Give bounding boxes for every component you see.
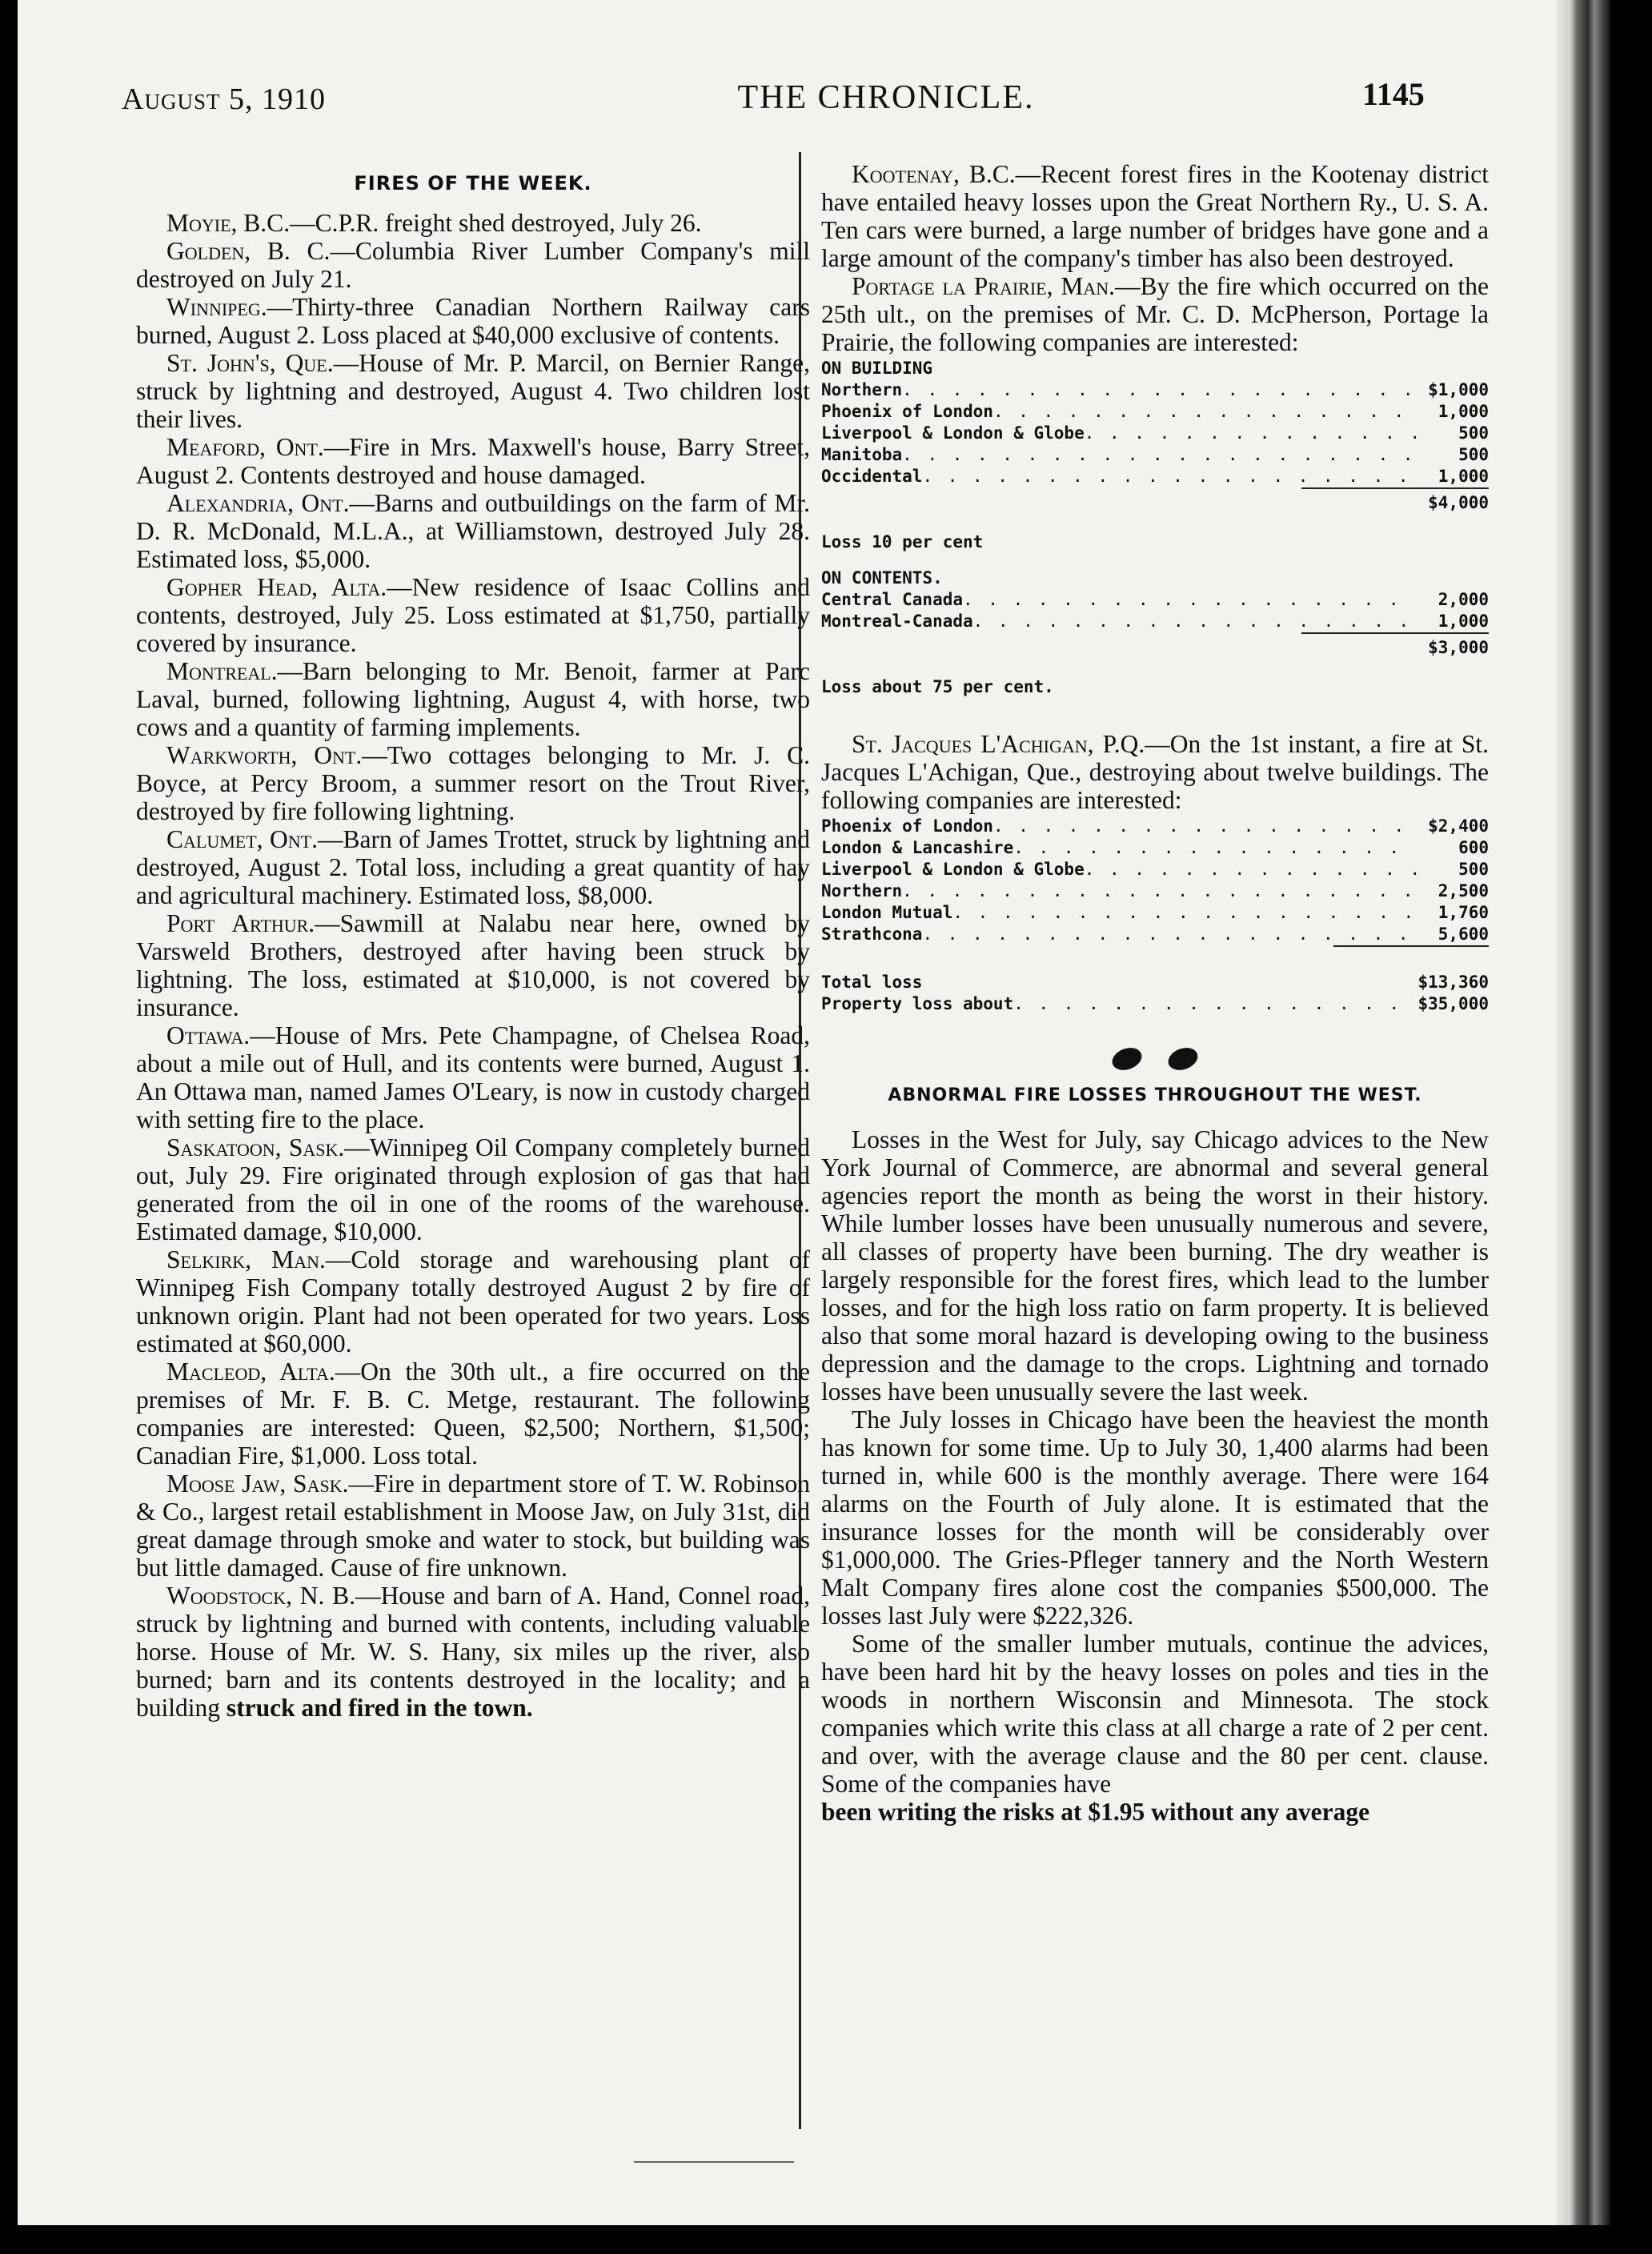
place-name: Woodstock, N. B. xyxy=(166,1582,356,1610)
report-text: —House of Mrs. Pete Champagne, of Chelsea Road, about a mile out of Hull, and its contents were burned, August 1. An Ottawa man, named James O'Leary, is now in custody charged with setting fire to the place. xyxy=(136,1021,810,1133)
dot-leader xyxy=(993,816,1417,837)
table-row xyxy=(821,444,1489,466)
fire-report xyxy=(136,909,810,1021)
dot-leader xyxy=(973,611,1417,632)
fire-report xyxy=(136,489,810,573)
dot-leader xyxy=(993,401,1417,423)
dot-leader xyxy=(922,466,1417,487)
row-amount: $2,400 xyxy=(1428,816,1489,836)
table-row xyxy=(821,423,1489,444)
article-body xyxy=(821,1125,1489,1798)
row-amount: 500 xyxy=(1458,423,1489,443)
table-row xyxy=(821,379,1489,401)
row-amount: 600 xyxy=(1458,838,1489,857)
report-text: —On the 30th ult., a fire occurred on the premises of Mr. F. B. C. Metge, restaurant. The following companies are interested: Queen, $2,500; Northern, $1,500; Canadian Fire, $1,000. Loss total. xyxy=(136,1358,810,1470)
article-paragraph: Some of the smaller lumber mutuals, continue the advices, have been hard hit by the heavy losses on poles and ties in the woods in northern Wisconsin and Minnesota. The stock companies which write this class at all charge a rate of 2 per cent. and over, with the average clause and the 80 per cent. clause. Some of the companies have xyxy=(821,1630,1489,1798)
fire-report xyxy=(136,741,810,825)
table-row xyxy=(821,859,1489,880)
fire-report xyxy=(136,1133,810,1245)
fire-report xyxy=(136,657,810,741)
row-label: Property loss about xyxy=(821,994,1014,1013)
article-paragraph: Losses in the West for July, say Chicago advices to the New York Journal of Commerce, are abnormal and several general agencies report the month as being the worst in their history. While lumber losses have been unusually numerous and severe, all classes of property have been burning. The dry weather is largely responsible for the forest fires, which lead to the lumber losses, and for the high loss ratio on farm property. It is believed also that some moral hazard is developing owing to the business depression and the damage to the crops. Lightning and tornado losses have been unusually severe the last week. xyxy=(821,1125,1489,1406)
report-text: —House and barn of A. Hand, Connel road, struck by lightning and burned with contents, including valuable horse. House of Mr. W. S. Hany, six miles up the river, also burned; barn and its contents destroyed in the locality; and a building xyxy=(136,1582,810,1722)
st-jacques-table xyxy=(821,816,1489,1015)
company-name: Strathcona xyxy=(821,924,923,944)
place-name: Ottawa. xyxy=(166,1021,251,1049)
company-name: Phoenix of London xyxy=(821,402,993,421)
report-text: —House of Mr. P. Marcil, on Bernier Range, struck by lightning and destroyed, August 4. Two children lost their lives. xyxy=(136,349,810,433)
right-column xyxy=(821,160,1489,1826)
table-total: $3,000 xyxy=(1301,632,1489,659)
row-amount: 2,000 xyxy=(1437,590,1489,609)
dot-leader xyxy=(952,902,1417,924)
report-text: —On the 1st instant, a fire at St. Jacques L'Achigan, Que., destroying about twelve buildings. The following companies are interested: xyxy=(821,730,1490,814)
fire-report xyxy=(136,209,810,237)
page-footer-rule xyxy=(634,2161,794,2163)
dot-leader xyxy=(1013,837,1417,859)
dot-leader xyxy=(1085,423,1417,444)
fire-report xyxy=(136,237,810,293)
fire-report xyxy=(136,293,810,349)
company-name: Northern xyxy=(821,380,903,399)
table-rule xyxy=(1333,945,1489,972)
table-row-property xyxy=(821,993,1489,1015)
report-text: —Thirty-three Canadian Northern Railway cars burned, August 2. Loss placed at $40,000 exclusive of contents. xyxy=(136,293,810,349)
fire-report xyxy=(136,349,810,433)
place-name: Kootenay, B.C. xyxy=(852,160,1016,188)
report-text: —C.P.R. freight shed destroyed, July 26. xyxy=(290,209,702,237)
table-row xyxy=(821,880,1489,902)
report-text: —Barn of James Trottet, struck by lightning and destroyed, August 2. Total loss, including a great quantity of hay and agricultural machinery. Estimated loss, $8,000. xyxy=(136,825,810,909)
company-name: Liverpool & London & Globe xyxy=(821,423,1085,443)
place-name: St. Jacques L'Achigan, P.Q. xyxy=(852,730,1145,758)
fire-report-portage xyxy=(821,272,1489,356)
fire-report xyxy=(136,433,810,489)
table-heading: ON BUILDING xyxy=(821,359,933,378)
row-amount: $35,000 xyxy=(1417,994,1489,1013)
report-text: —Columbia River Lumber Company's mill destroyed on July 21. xyxy=(136,237,810,293)
table-heading: ON CONTENTS. xyxy=(821,568,943,588)
row-label: Total loss xyxy=(821,973,923,992)
dot-leader xyxy=(902,880,1417,902)
fire-report-kootenay xyxy=(821,160,1489,272)
fire-report xyxy=(136,1358,810,1470)
leaf-icon xyxy=(1109,1044,1145,1073)
fire-report xyxy=(136,825,810,909)
report-text-bold: struck and fired in the town. xyxy=(226,1694,533,1722)
report-text: —Barn belonging to Mr. Benoit, farmer at Parc Laval, burned, following lightning, August 4, with horse, two cows and a quantity of farming implements. xyxy=(136,657,810,741)
report-text: —Sawmill at Nalabu near here, owned by Varsweld Brothers, destroyed after having been struck by lightning. The loss, estimated at $10,000, is not covered by insurance. xyxy=(136,909,810,1021)
company-name: Central Canada xyxy=(821,590,964,609)
company-name: London & Lancashire xyxy=(821,838,1014,857)
leaf-icon xyxy=(1165,1044,1201,1073)
dot-leader xyxy=(922,924,1417,945)
page-number: 1145 xyxy=(1362,76,1425,112)
fire-report-st-jacques xyxy=(821,730,1489,814)
place-name: Moose Jaw, Sask. xyxy=(166,1470,349,1498)
place-name: Gopher Head, Alta. xyxy=(166,573,387,601)
row-amount: 1,000 xyxy=(1437,402,1489,421)
company-name: Phoenix of London xyxy=(821,816,993,836)
row-amount: 5,600 xyxy=(1437,924,1489,944)
table-row xyxy=(821,924,1489,945)
fire-report xyxy=(136,1245,810,1358)
loss-note: Loss about 75 per cent. xyxy=(821,677,1054,696)
report-text: —Fire in Mrs. Maxwell's house, Barry Street, August 2. Contents destroyed and house damaged. xyxy=(136,433,811,489)
fire-report xyxy=(136,1582,810,1722)
article-title: ABNORMAL FIRE LOSSES THROUGHOUT THE WEST. xyxy=(888,1085,1422,1105)
report-text: —New residence of Isaac Collins and contents, destroyed, July 25. Loss estimated at $1,750, partially covered by insurance. xyxy=(136,573,810,657)
place-name: Alexandria, Ont. xyxy=(166,489,350,517)
place-name: Calumet, Ont. xyxy=(166,825,318,853)
report-text: —Two cottages belonging to Mr. J. C. Boyce, at Percy Broom, a summer resort on the Trout River, destroyed by fire following lightning. xyxy=(136,741,810,825)
section-title: FIRES OF THE WEEK. xyxy=(354,172,592,195)
left-column xyxy=(136,160,810,1722)
place-name: Moyie, B.C. xyxy=(166,209,291,237)
page-header xyxy=(18,76,1610,130)
company-name: Manitoba xyxy=(821,445,903,464)
place-name: Winnipeg. xyxy=(166,293,267,321)
place-name: Selkirk, Man. xyxy=(166,1245,326,1273)
place-name: Meaford, Ont. xyxy=(166,433,324,461)
place-name: St. John's, Que. xyxy=(166,349,334,377)
book-spine-edge xyxy=(1556,0,1610,2225)
table-row xyxy=(821,589,1489,611)
row-amount: $1,000 xyxy=(1428,380,1489,399)
fire-reports-list xyxy=(136,209,810,1722)
table-row xyxy=(821,611,1489,632)
fire-report xyxy=(136,573,810,657)
row-amount: $13,360 xyxy=(1417,973,1489,992)
fire-report xyxy=(136,1021,810,1133)
company-name: Northern xyxy=(821,881,903,900)
table-row xyxy=(821,816,1489,837)
place-name: Montreal. xyxy=(166,657,278,685)
loss-note: Loss 10 per cent xyxy=(821,532,984,551)
report-text: —Recent forest fires in the Kootenay district have entailed heavy losses upon the Great Northern Ry., U. S. A. Ten cars were burned, a large number of bridges have gone and a large amount of the company's timber has also been destroyed. xyxy=(821,160,1489,272)
place-name: Warkworth, Ont. xyxy=(166,741,363,769)
place-name: Golden, B. C. xyxy=(166,237,331,265)
portage-contents-table xyxy=(821,568,1489,659)
table-total: $4,000 xyxy=(1301,487,1489,514)
place-name: Port Arthur. xyxy=(166,909,315,937)
place-name: Saskatoon, Sask. xyxy=(166,1133,345,1161)
company-name: London Mutual xyxy=(821,903,953,922)
place-name: Macleod, Alta. xyxy=(166,1358,335,1386)
dot-leader xyxy=(902,444,1417,466)
issue-date: August 5, 1910 xyxy=(122,82,326,116)
publication-title: THE CHRONICLE. xyxy=(737,79,1035,116)
dot-leader xyxy=(902,379,1417,401)
fire-report xyxy=(136,1470,810,1582)
table-row xyxy=(821,466,1489,487)
row-amount: 1,000 xyxy=(1437,612,1489,631)
report-text: —Cold storage and warehousing plant of Winnipeg Fish Company totally destroyed August 2 by fire of unknown origin. Plant had not been operated for two years. Loss estimated at $60,000. xyxy=(136,1245,810,1358)
newspaper-page xyxy=(18,0,1610,2225)
table-row xyxy=(821,902,1489,924)
leaf-ornament xyxy=(821,1047,1489,1074)
place-name: Portage la Prairie, Man. xyxy=(852,272,1116,300)
row-amount: 500 xyxy=(1458,445,1489,464)
row-amount: 1,000 xyxy=(1437,467,1489,486)
report-text: —Barns and outbuildings on the farm of Mr. D. R. McDonald, M.L.A., at Williamstown, destroyed July 28. Estimated loss, $5,000. xyxy=(136,489,811,573)
company-name: Occidental xyxy=(821,467,923,486)
table-row xyxy=(821,837,1489,859)
table-row-total xyxy=(821,972,1489,993)
dot-leader xyxy=(963,589,1417,611)
row-amount: 2,500 xyxy=(1437,881,1489,900)
article-last-line: been writing the risks at $1.95 without any average xyxy=(821,1798,1370,1826)
row-amount: 500 xyxy=(1458,860,1489,879)
report-text: —Fire in department store of T. W. Robinson & Co., largest retail establishment in Moose Jaw, on July 31st, did great damage through smoke and water to stock, but building was but little damaged. Cause of fire unknown. xyxy=(136,1470,811,1582)
row-amount: 1,760 xyxy=(1437,903,1489,922)
dot-leader xyxy=(1085,859,1417,880)
company-name: Montreal-Canada xyxy=(821,612,973,631)
article-paragraph: The July losses in Chicago have been the heaviest the month has known for some time. Up to July 30, 1,400 alarms had been turned in, while 600 is the monthly average. There were 164 alarms on the Fourth of July alone. It is estimated that the insurance losses for the month will be considerably over $1,000,000. The Gries-Pfleger tannery and the North Western Malt Company fires alone cost the companies $500,000. The losses last July were $222,326. xyxy=(821,1406,1489,1630)
report-text: —By the fire which occurred on the 25th ult., on the premises of Mr. C. D. McPherson, Portage la Prairie, the following companies are interested: xyxy=(821,272,1490,356)
table-row xyxy=(821,401,1489,423)
company-name: Liverpool & London & Globe xyxy=(821,860,1085,879)
portage-building-table xyxy=(821,358,1489,514)
report-text: —Winnipeg Oil Company completely burned out, July 29. Fire originated through explosion of gas that had generated from the oil in one of the rooms of the warehouse. Estimated damage, $10,000. xyxy=(136,1133,810,1245)
